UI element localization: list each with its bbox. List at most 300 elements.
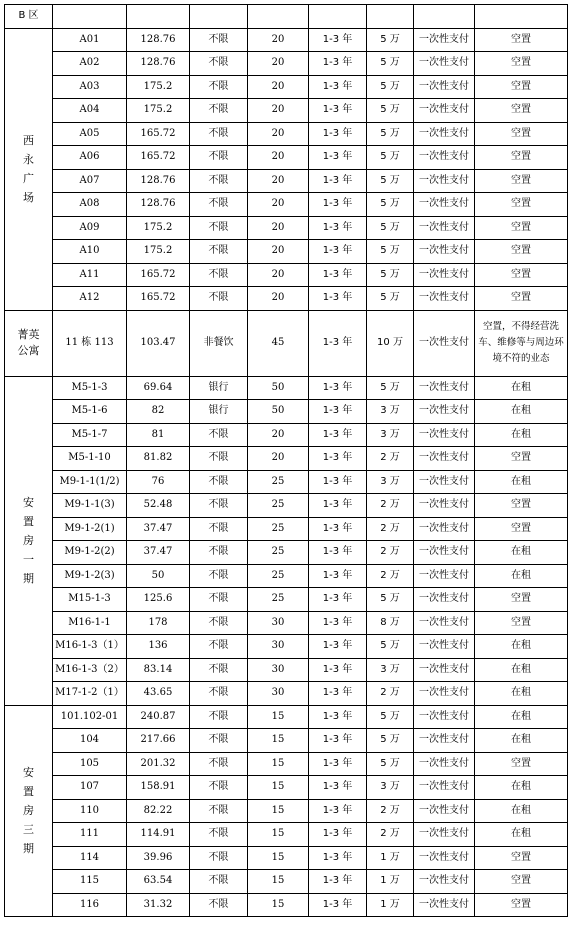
unit-cell: M17-1-2（1） [53, 682, 127, 706]
deposit-cell: 3 万 [367, 400, 414, 424]
table-row [5, 75, 568, 99]
use-cell: 不限 [190, 682, 248, 706]
term-cell: 1-3 年 [309, 893, 367, 917]
payment-cell: 一次性支付 [414, 169, 475, 193]
status-cell: 在租 [475, 470, 568, 494]
use-cell: 不限 [190, 146, 248, 170]
group-name-cell: 安 置 房 一 期 [5, 376, 53, 705]
area-cell: 128.76 [127, 193, 190, 217]
area-cell: 63.54 [127, 870, 190, 894]
use-cell: 不限 [190, 823, 248, 847]
group-name-cell: 菁英 公寓 [5, 310, 53, 376]
term-cell: 1-3 年 [309, 541, 367, 565]
rent-cell: 20 [248, 99, 309, 123]
table-row [5, 447, 568, 471]
unit-cell: 116 [53, 893, 127, 917]
term-cell: 1-3 年 [309, 287, 367, 311]
use-cell: 不限 [190, 423, 248, 447]
rent-cell: 30 [248, 611, 309, 635]
deposit-cell: 2 万 [367, 682, 414, 706]
rent-cell: 15 [248, 776, 309, 800]
term-cell: 1-3 年 [309, 635, 367, 659]
term-cell: 1-3 年 [309, 611, 367, 635]
payment-cell: 一次性支付 [414, 870, 475, 894]
table-body [5, 5, 568, 917]
term-cell: 1-3 年 [309, 799, 367, 823]
payment-cell: 一次性支付 [414, 682, 475, 706]
payment-cell: 一次性支付 [414, 893, 475, 917]
payment-cell: 一次性支付 [414, 310, 475, 376]
rent-cell: 20 [248, 216, 309, 240]
deposit-cell: 5 万 [367, 146, 414, 170]
deposit-cell: 5 万 [367, 99, 414, 123]
term-cell: 1-3 年 [309, 588, 367, 612]
table-row [5, 28, 568, 52]
table-row [5, 846, 568, 870]
rent-cell: 50 [248, 376, 309, 400]
payment-cell: 一次性支付 [414, 517, 475, 541]
table-row [5, 776, 568, 800]
rent-cell: 15 [248, 823, 309, 847]
use-cell: 银行 [190, 376, 248, 400]
use-cell: 不限 [190, 658, 248, 682]
use-cell: 不限 [190, 588, 248, 612]
payment-cell: 一次性支付 [414, 263, 475, 287]
status-cell: 在租 [475, 705, 568, 729]
unit-cell: A02 [53, 52, 127, 76]
use-cell: 不限 [190, 705, 248, 729]
zone-label: B 区 [5, 5, 53, 29]
deposit-cell: 5 万 [367, 216, 414, 240]
status-cell: 在租 [475, 564, 568, 588]
rent-cell: 15 [248, 870, 309, 894]
status-cell: 在租 [475, 541, 568, 565]
term-cell: 1-3 年 [309, 28, 367, 52]
payment-cell: 一次性支付 [414, 823, 475, 847]
term-cell: 1-3 年 [309, 75, 367, 99]
deposit-cell: 2 万 [367, 564, 414, 588]
term-cell: 1-3 年 [309, 216, 367, 240]
status-cell: 空置 [475, 169, 568, 193]
area-cell: 128.76 [127, 169, 190, 193]
unit-cell: M5-1-3 [53, 376, 127, 400]
area-cell: 165.72 [127, 146, 190, 170]
rent-cell: 20 [248, 169, 309, 193]
deposit-cell: 5 万 [367, 635, 414, 659]
status-cell: 空置 [475, 893, 568, 917]
deposit-cell: 5 万 [367, 729, 414, 753]
payment-cell: 一次性支付 [414, 146, 475, 170]
rent-cell: 25 [248, 517, 309, 541]
use-cell: 不限 [190, 75, 248, 99]
area-cell: 37.47 [127, 517, 190, 541]
term-cell: 1-3 年 [309, 263, 367, 287]
area-cell: 165.72 [127, 122, 190, 146]
payment-cell: 一次性支付 [414, 658, 475, 682]
status-cell: 空置 [475, 216, 568, 240]
status-cell: 空置 [475, 52, 568, 76]
area-cell: 201.32 [127, 752, 190, 776]
status-cell: 空置 [475, 588, 568, 612]
payment-cell: 一次性支付 [414, 122, 475, 146]
use-cell: 不限 [190, 517, 248, 541]
deposit-cell: 10 万 [367, 310, 414, 376]
status-cell: 在租 [475, 776, 568, 800]
unit-cell: M16-1-1 [53, 611, 127, 635]
status-cell: 空置 [475, 263, 568, 287]
table-row [5, 423, 568, 447]
term-cell: 1-3 年 [309, 423, 367, 447]
area-cell: 136 [127, 635, 190, 659]
rent-cell: 20 [248, 287, 309, 311]
term-cell: 1-3 年 [309, 169, 367, 193]
use-cell: 不限 [190, 541, 248, 565]
payment-cell: 一次性支付 [414, 541, 475, 565]
use-cell: 不限 [190, 122, 248, 146]
unit-cell: M9-1-2(2) [53, 541, 127, 565]
status-cell: 空置，不得经营洗车、维修等与周边环境不符的业态 [475, 310, 568, 376]
rent-cell: 20 [248, 28, 309, 52]
use-cell: 不限 [190, 447, 248, 471]
term-cell: 1-3 年 [309, 776, 367, 800]
deposit-cell: 5 万 [367, 588, 414, 612]
table-row [5, 146, 568, 170]
unit-cell: M5-1-10 [53, 447, 127, 471]
area-cell: 175.2 [127, 99, 190, 123]
status-cell: 空置 [475, 752, 568, 776]
area-cell: 178 [127, 611, 190, 635]
payment-cell: 一次性支付 [414, 846, 475, 870]
term-cell: 1-3 年 [309, 240, 367, 264]
unit-cell: A12 [53, 287, 127, 311]
area-cell: 31.32 [127, 893, 190, 917]
payment-cell: 一次性支付 [414, 400, 475, 424]
table-row [5, 470, 568, 494]
table-row [5, 263, 568, 287]
deposit-cell: 5 万 [367, 752, 414, 776]
area-cell: 158.91 [127, 776, 190, 800]
deposit-cell: 1 万 [367, 870, 414, 894]
term-cell: 1-3 年 [309, 823, 367, 847]
area-cell: 83.14 [127, 658, 190, 682]
status-cell: 在租 [475, 423, 568, 447]
payment-cell: 一次性支付 [414, 423, 475, 447]
deposit-cell: 3 万 [367, 470, 414, 494]
table-row [5, 400, 568, 424]
rent-cell: 15 [248, 846, 309, 870]
payment-cell: 一次性支付 [414, 776, 475, 800]
table-row [5, 517, 568, 541]
unit-cell: A01 [53, 28, 127, 52]
payment-cell: 一次性支付 [414, 494, 475, 518]
status-cell: 在租 [475, 682, 568, 706]
table-row [5, 310, 568, 376]
table-row [5, 287, 568, 311]
area-cell: 125.6 [127, 588, 190, 612]
use-cell: 不限 [190, 870, 248, 894]
table-row [5, 705, 568, 729]
use-cell: 不限 [190, 99, 248, 123]
payment-cell: 一次性支付 [414, 470, 475, 494]
rent-cell: 15 [248, 893, 309, 917]
status-cell: 空置 [475, 28, 568, 52]
use-cell: 不限 [190, 470, 248, 494]
area-cell: 175.2 [127, 216, 190, 240]
payment-cell: 一次性支付 [414, 705, 475, 729]
table-row [5, 893, 568, 917]
term-cell: 1-3 年 [309, 99, 367, 123]
header-cell [53, 5, 127, 29]
area-cell: 37.47 [127, 541, 190, 565]
area-cell: 82.22 [127, 799, 190, 823]
status-cell: 空置 [475, 447, 568, 471]
status-cell: 空置 [475, 846, 568, 870]
rent-cell: 20 [248, 240, 309, 264]
deposit-cell: 2 万 [367, 447, 414, 471]
deposit-cell: 2 万 [367, 823, 414, 847]
deposit-cell: 5 万 [367, 376, 414, 400]
status-cell: 在租 [475, 799, 568, 823]
header-cell [309, 5, 367, 29]
rent-cell: 30 [248, 635, 309, 659]
area-cell: 69.64 [127, 376, 190, 400]
table-row [5, 799, 568, 823]
use-cell: 不限 [190, 216, 248, 240]
use-cell: 非餐饮 [190, 310, 248, 376]
use-cell: 不限 [190, 263, 248, 287]
use-cell: 不限 [190, 193, 248, 217]
deposit-cell: 5 万 [367, 52, 414, 76]
term-cell: 1-3 年 [309, 494, 367, 518]
term-cell: 1-3 年 [309, 729, 367, 753]
payment-cell: 一次性支付 [414, 240, 475, 264]
rent-cell: 20 [248, 193, 309, 217]
use-cell: 不限 [190, 729, 248, 753]
table-row [5, 376, 568, 400]
rent-cell: 20 [248, 447, 309, 471]
header-row [5, 5, 568, 29]
term-cell: 1-3 年 [309, 52, 367, 76]
table-row [5, 193, 568, 217]
term-cell: 1-3 年 [309, 376, 367, 400]
status-cell: 在租 [475, 658, 568, 682]
payment-cell: 一次性支付 [414, 216, 475, 240]
rent-cell: 25 [248, 494, 309, 518]
area-cell: 76 [127, 470, 190, 494]
status-cell: 在租 [475, 635, 568, 659]
table-row [5, 216, 568, 240]
use-cell: 不限 [190, 776, 248, 800]
area-cell: 81.82 [127, 447, 190, 471]
unit-cell: A08 [53, 193, 127, 217]
term-cell: 1-3 年 [309, 658, 367, 682]
rent-cell: 15 [248, 752, 309, 776]
term-cell: 1-3 年 [309, 447, 367, 471]
payment-cell: 一次性支付 [414, 75, 475, 99]
payment-cell: 一次性支付 [414, 52, 475, 76]
deposit-cell: 5 万 [367, 28, 414, 52]
table-row [5, 494, 568, 518]
area-cell: 175.2 [127, 240, 190, 264]
area-cell: 128.76 [127, 28, 190, 52]
use-cell: 银行 [190, 400, 248, 424]
unit-cell: A03 [53, 75, 127, 99]
header-cell [475, 5, 568, 29]
rent-cell: 20 [248, 423, 309, 447]
unit-cell: M9-1-1(1/2) [53, 470, 127, 494]
status-cell: 在租 [475, 376, 568, 400]
area-cell: 217.66 [127, 729, 190, 753]
payment-cell: 一次性支付 [414, 564, 475, 588]
use-cell: 不限 [190, 799, 248, 823]
status-cell: 空置 [475, 240, 568, 264]
deposit-cell: 8 万 [367, 611, 414, 635]
area-cell: 175.2 [127, 75, 190, 99]
area-cell: 43.65 [127, 682, 190, 706]
status-cell: 在租 [475, 823, 568, 847]
term-cell: 1-3 年 [309, 193, 367, 217]
rent-cell: 20 [248, 75, 309, 99]
unit-cell: 11 栋 113 [53, 310, 127, 376]
rent-cell: 25 [248, 588, 309, 612]
use-cell: 不限 [190, 494, 248, 518]
group-name-cell: 安 置 房 三 期 [5, 705, 53, 917]
use-cell: 不限 [190, 28, 248, 52]
area-cell: 52.48 [127, 494, 190, 518]
unit-cell: 101.102-01 [53, 705, 127, 729]
use-cell: 不限 [190, 752, 248, 776]
table-row [5, 564, 568, 588]
payment-cell: 一次性支付 [414, 28, 475, 52]
status-cell: 在租 [475, 729, 568, 753]
deposit-cell: 5 万 [367, 169, 414, 193]
status-cell: 空置 [475, 287, 568, 311]
table-row [5, 99, 568, 123]
header-cell [190, 5, 248, 29]
status-cell: 空置 [475, 517, 568, 541]
use-cell: 不限 [190, 564, 248, 588]
unit-cell: 114 [53, 846, 127, 870]
payment-cell: 一次性支付 [414, 99, 475, 123]
payment-cell: 一次性支付 [414, 729, 475, 753]
unit-cell: 104 [53, 729, 127, 753]
use-cell: 不限 [190, 240, 248, 264]
deposit-cell: 1 万 [367, 846, 414, 870]
status-cell: 空置 [475, 146, 568, 170]
unit-cell: A05 [53, 122, 127, 146]
deposit-cell: 2 万 [367, 517, 414, 541]
rent-cell: 25 [248, 470, 309, 494]
rent-cell: 20 [248, 122, 309, 146]
table-row [5, 588, 568, 612]
area-cell: 103.47 [127, 310, 190, 376]
area-cell: 82 [127, 400, 190, 424]
payment-cell: 一次性支付 [414, 588, 475, 612]
unit-cell: A09 [53, 216, 127, 240]
table-row [5, 611, 568, 635]
area-cell: 50 [127, 564, 190, 588]
rent-cell: 50 [248, 400, 309, 424]
rent-cell: 20 [248, 52, 309, 76]
table-row [5, 729, 568, 753]
area-cell: 165.72 [127, 263, 190, 287]
deposit-cell: 5 万 [367, 240, 414, 264]
term-cell: 1-3 年 [309, 564, 367, 588]
deposit-cell: 2 万 [367, 494, 414, 518]
rent-cell: 15 [248, 705, 309, 729]
deposit-cell: 3 万 [367, 658, 414, 682]
term-cell: 1-3 年 [309, 146, 367, 170]
unit-cell: M15-1-3 [53, 588, 127, 612]
unit-cell: 107 [53, 776, 127, 800]
use-cell: 不限 [190, 287, 248, 311]
term-cell: 1-3 年 [309, 122, 367, 146]
status-cell: 在租 [475, 400, 568, 424]
use-cell: 不限 [190, 846, 248, 870]
payment-cell: 一次性支付 [414, 799, 475, 823]
rent-cell: 30 [248, 658, 309, 682]
status-cell: 空置 [475, 494, 568, 518]
term-cell: 1-3 年 [309, 752, 367, 776]
header-cell [127, 5, 190, 29]
unit-cell: 105 [53, 752, 127, 776]
table-row [5, 122, 568, 146]
rent-cell: 30 [248, 682, 309, 706]
unit-cell: M5-1-6 [53, 400, 127, 424]
rent-cell: 45 [248, 310, 309, 376]
table-row [5, 823, 568, 847]
group-name-cell: 西 永 广 场 [5, 28, 53, 310]
rent-cell: 25 [248, 541, 309, 565]
status-cell: 空置 [475, 75, 568, 99]
rent-cell: 25 [248, 564, 309, 588]
rent-cell: 15 [248, 729, 309, 753]
payment-cell: 一次性支付 [414, 376, 475, 400]
unit-cell: A06 [53, 146, 127, 170]
unit-cell: A11 [53, 263, 127, 287]
table-row [5, 52, 568, 76]
area-cell: 128.76 [127, 52, 190, 76]
term-cell: 1-3 年 [309, 400, 367, 424]
property-table [4, 4, 568, 917]
use-cell: 不限 [190, 169, 248, 193]
term-cell: 1-3 年 [309, 517, 367, 541]
deposit-cell: 2 万 [367, 799, 414, 823]
area-cell: 81 [127, 423, 190, 447]
deposit-cell: 5 万 [367, 75, 414, 99]
term-cell: 1-3 年 [309, 310, 367, 376]
payment-cell: 一次性支付 [414, 635, 475, 659]
use-cell: 不限 [190, 52, 248, 76]
status-cell: 空置 [475, 99, 568, 123]
deposit-cell: 3 万 [367, 423, 414, 447]
deposit-cell: 5 万 [367, 287, 414, 311]
unit-cell: M9-1-1(3) [53, 494, 127, 518]
deposit-cell: 5 万 [367, 193, 414, 217]
table-row [5, 169, 568, 193]
status-cell: 空置 [475, 193, 568, 217]
deposit-cell: 5 万 [367, 705, 414, 729]
payment-cell: 一次性支付 [414, 193, 475, 217]
header-cell [414, 5, 475, 29]
term-cell: 1-3 年 [309, 470, 367, 494]
unit-cell: M5-1-7 [53, 423, 127, 447]
deposit-cell: 2 万 [367, 541, 414, 565]
area-cell: 165.72 [127, 287, 190, 311]
table-row [5, 240, 568, 264]
deposit-cell: 1 万 [367, 893, 414, 917]
rent-cell: 20 [248, 146, 309, 170]
